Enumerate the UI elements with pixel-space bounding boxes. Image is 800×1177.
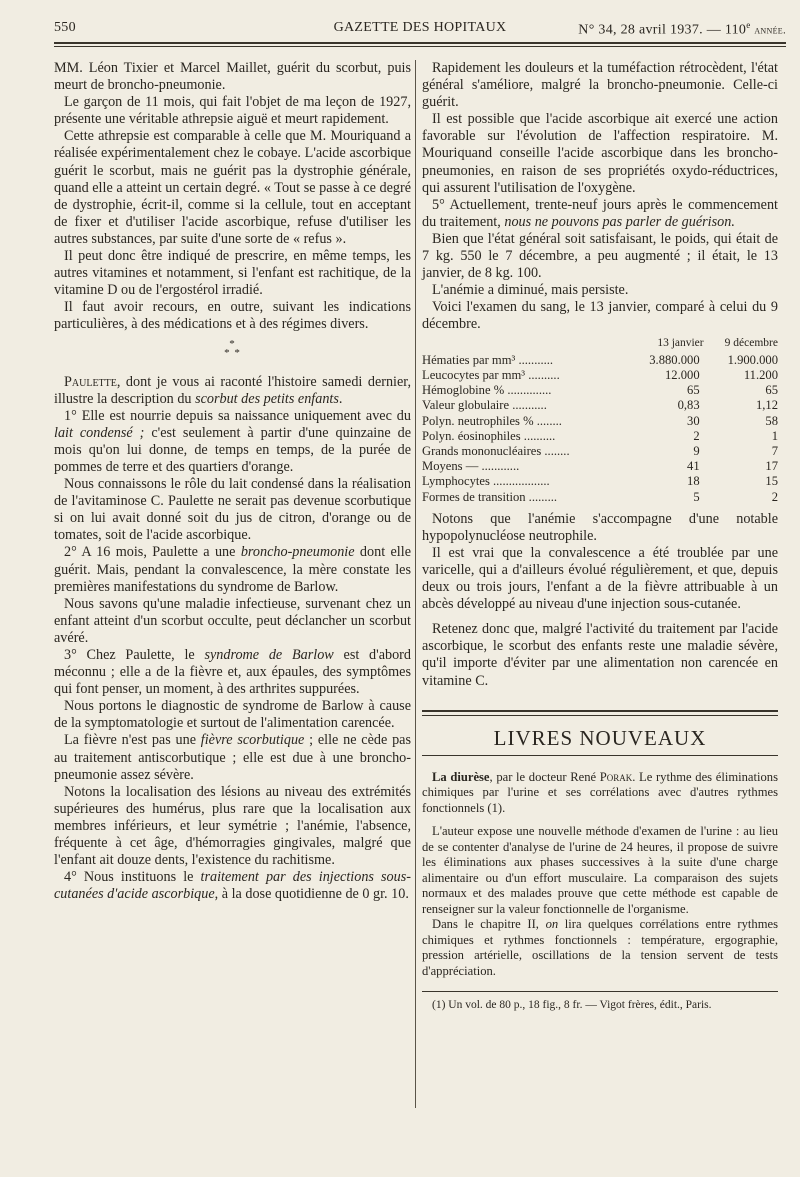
paragraph: Paulette, dont je vous ai raconté l'histoire samedi dernier, illustre la description du scorbut des petits enfants. [54,373,411,407]
table-header-row [422,336,778,353]
paragraph: Nous portons le diagnostic de syndrome de Barlow à cause de la symptomatologie et surtout de l'alimentation carencée. [54,698,411,732]
paragraph: L'auteur expose une nouvelle méthode d'examen de l'urine : au lieu de se contenter d'analyse de l'urine de 24 heures, il propose de suivre les éliminations aux phases successives à la suite d'une charge alimentaire ou d'un effort musculaire. La comparaison des sujets normaux et des malades prouve que cette méthode est capable de renseigner sur la valeur fonctionnelle de l'organisme. [422,824,778,916]
table-cell: 2 [693,428,700,443]
table-cell: 1.900.000 [727,352,778,367]
book-review [422,770,778,1013]
table-cell: Grands mononucléaires ........ [422,443,570,458]
column-header: 9 décembre [724,336,778,349]
paragraph: Notons que l'anémie s'accompagne d'une notable hypopolynucléose neutrophile. [422,510,778,544]
column-header: 13 janvier [657,336,704,349]
paragraph: Il est possible que l'acide ascorbique ait exercé une action favorable sur l'évolution de l'affection respiratoire. M. Mouriquand conseille l'acide ascorbique dans les broncho-pneumonies, en raison de ses propriétés oxydo-réductrices, qui assurent l'utilisation de l'oxygène. [422,111,778,196]
table-cell: 17 [765,459,778,474]
table-cell: Valeur globulaire ........... [422,398,547,413]
table-cell: Lymphocytes .................. [422,474,550,489]
paragraph: Il est vrai que la convalescence a été troublée par une varicelle, qui a d'ailleurs évolué régulièrement, et que, depuis deux ou trois jours, l'enfant a de la fièvre attribuable à un abcès développé au niveau d'une injection sous-cutanée. [422,544,778,613]
section-rule-thin [422,715,778,716]
page-header [54,20,786,40]
paragraph: Il faut avoir recours, en outre, suivant les indications particulières, à des médications et à des régimes divers. [54,299,411,333]
table-cell: 11.200 [743,367,778,382]
journal-title: GAZETTE DES HOPITAUX [333,20,507,35]
table-cell: 3.880.000 [649,352,700,367]
table-cell: 41 [687,459,700,474]
table-cell: 5 [693,489,700,504]
footnote-rule [422,991,778,992]
paragraph: Dans le chapitre II, on lira quelques corrélations entre rythmes chimiques et rythmes fonctionnels : température, ergographie, pression artérielle, oscillations de la tension servent de tests d'appréciation. [422,917,779,978]
paragraph: La fièvre n'est pas une fièvre scorbutique ; elle ne cède pas au traitement antiscorbutique ; elle est due à une broncho-pneumonie assez sévère. [54,732,411,783]
paragraph: Voici l'examen du sang, le 13 janvier, comparé à celui du 9 décembre. [422,299,778,333]
table-cell: 7 [771,443,778,458]
issue-info: N° 34, 28 avril 1937. — 110e année. [578,20,786,38]
section-title-rule [422,755,778,756]
header-rule-thin [54,46,786,47]
table-cell: Leucocytes par mm³ .......... [422,367,560,382]
paragraph: Notons la localisation des lésions au niveau des extrémités supérieures des humérus, plus rare que la localisation aux membres inférieurs, et leur symétrie ; l'anémie, l'absence, fréquente à cet âge, d'hémorragies gingivales, malgré que l'enfant ait douze dents, l'existence du rachitisme. [54,783,411,869]
paragraph: 2° A 16 mois, Paulette a une broncho-pneumonie dont elle guérit. Mais, pendant la convalescence, la mère constate les premières manifestations du syndrome de Barlow. [54,544,411,595]
header-rule [54,42,786,44]
table-cell: 2 [771,489,778,504]
paragraph: 3° Chez Paulette, le syndrome de Barlow est d'abord méconnu ; elle a de la fièvre et, aux épaules, des symptômes qui font penser, un moment, à des arthrites suppurées. [54,647,411,698]
blood-exam-table [422,336,778,505]
table-cell: 18 [687,474,700,489]
table-cell: Polyn. éosinophiles .......... [422,428,556,443]
table-cell: Moyens — ............ [422,459,520,474]
table-cell: 58 [765,413,778,428]
table-cell: Hématies par mm³ ........... [422,352,554,367]
table-cell: 30 [687,413,700,428]
table-row [422,414,778,429]
table-cell: 9 [693,443,700,458]
table-row [422,383,778,398]
table-cell: Hémoglobine % .............. [422,383,552,398]
paragraph: Il peut donc être indiqué de prescrire, en même temps, les autres vitamines et notamment, si l'enfant est rachitique, de la vitamine D ou de l'ergostérol irradié. [54,248,411,299]
table-row [422,368,778,383]
table-cell: 12.000 [664,367,700,382]
paragraph: Nous connaissons le rôle du lait condensé dans la réalisation de l'avitaminose C. Paulette ne serait pas devenue scorbutique si on lui avait donné soit du jus de citron, d'orange ou de tomates, soit de l'acide ascorbique. [54,476,411,544]
table-cell: Formes de transition ......... [422,489,558,504]
table-cell: 65 [687,383,700,398]
section-rule [422,710,778,712]
table-row [422,459,778,474]
table-row [422,398,778,413]
paragraph: Retenez donc que, malgré l'activité du traitement par l'acide ascorbique, le scorbut des enfants reste une maladie sévère, qu'il importe d'éviter par une alimentation non carencée en vitamine C. [422,621,778,689]
paragraph: Rapidement les douleurs et la tuméfaction rétrocèdent, l'état général s'améliore, malgré la broncho-pneumonie. Celle-ci guérit. [422,60,778,111]
page-number: 550 [54,20,76,35]
column-divider [415,60,416,1108]
table-cell: 1 [771,428,778,443]
paragraph: Bien que l'état général soit satisfaisant, le poids, qui était de 7 kg. 550 le 7 décembre, a peu augmenté ; il était, le 13 janvier, de 8 kg. 100. [422,230,778,282]
table-row [422,353,778,368]
footnote: (1) Un vol. de 80 p., 18 fig., 8 fr. — Vigot frères, édit., Paris. [432,999,712,1012]
table-cell: 15 [765,474,778,489]
table-row [422,490,778,505]
paragraph: 1° Elle est nourrie depuis sa naissance uniquement avec du lait condensé ; c'est seulement à partir d'une quinzaine de mois qu'on lui donne, de temps en temps, de la purée de pommes de terre et des quartiers d'orange. [54,407,411,475]
table-cell: 65 [765,383,778,398]
left-column [54,60,411,903]
table-cell: 0,83 [677,398,700,413]
paragraph: MM. Léon Tixier et Marcel Maillet, guérit du scorbut, puis meurt de broncho-pneumonie. [54,60,411,94]
paragraph: 5° Actuellement, trente-neuf jours après le commencement du traitement, nous ne pouvons pas parler de guérison. [422,196,778,230]
table-cell: Polyn. neutrophiles % ........ [422,413,562,428]
section-stars: * * * [224,337,241,359]
table-row [422,474,778,489]
table-cell: 1,12 [755,398,778,413]
section-title: LIVRES NOUVEAUX [493,725,707,750]
patient-name: Paulette [64,373,117,390]
book-citation: La diurèse, par le docteur René Porak. Le rythme des éliminations chimiques par l'urine et ses corrélations avec d'autres rythmes fonctionnels (1). [422,769,778,815]
paragraph: Le garçon de 11 mois, qui fait l'objet de ma leçon de 1927, présente une véritable athrepsie aiguë et meurt rapidement. [54,94,411,128]
paragraph: Nous savons qu'une maladie infectieuse, survenant chez un enfant atteint d'un scorbut occulte, peut déclancher un scorbut avéré. [54,595,411,646]
paragraph: L'anémie a diminué, mais persiste. [432,282,629,299]
paragraph: 4° Nous instituons le traitement par des injections sous-cutanées d'acide ascorbique, à la dose quotidienne de 0 gr. 10. [54,869,411,903]
right-column [422,60,778,1012]
table-row [422,429,778,444]
paragraph: Cette athrepsie est comparable à celle que M. Mouriquand a réalisée expérimentalement chez le cobaye. L'acide ascorbique guérit le scorbut, mais ne guérit pas la dystrophie générale, quand elle a atteint un certain degré. « Tout se passe à ce degré de dystrophie, écrit-il, comme si la cellule, tout en acceptant de fixer et d'utiliser l'acide ascorbique, refuse d'utiliser les autres substances, par suite d'une sorte de « refus ». [54,128,411,247]
table-row [422,444,778,459]
